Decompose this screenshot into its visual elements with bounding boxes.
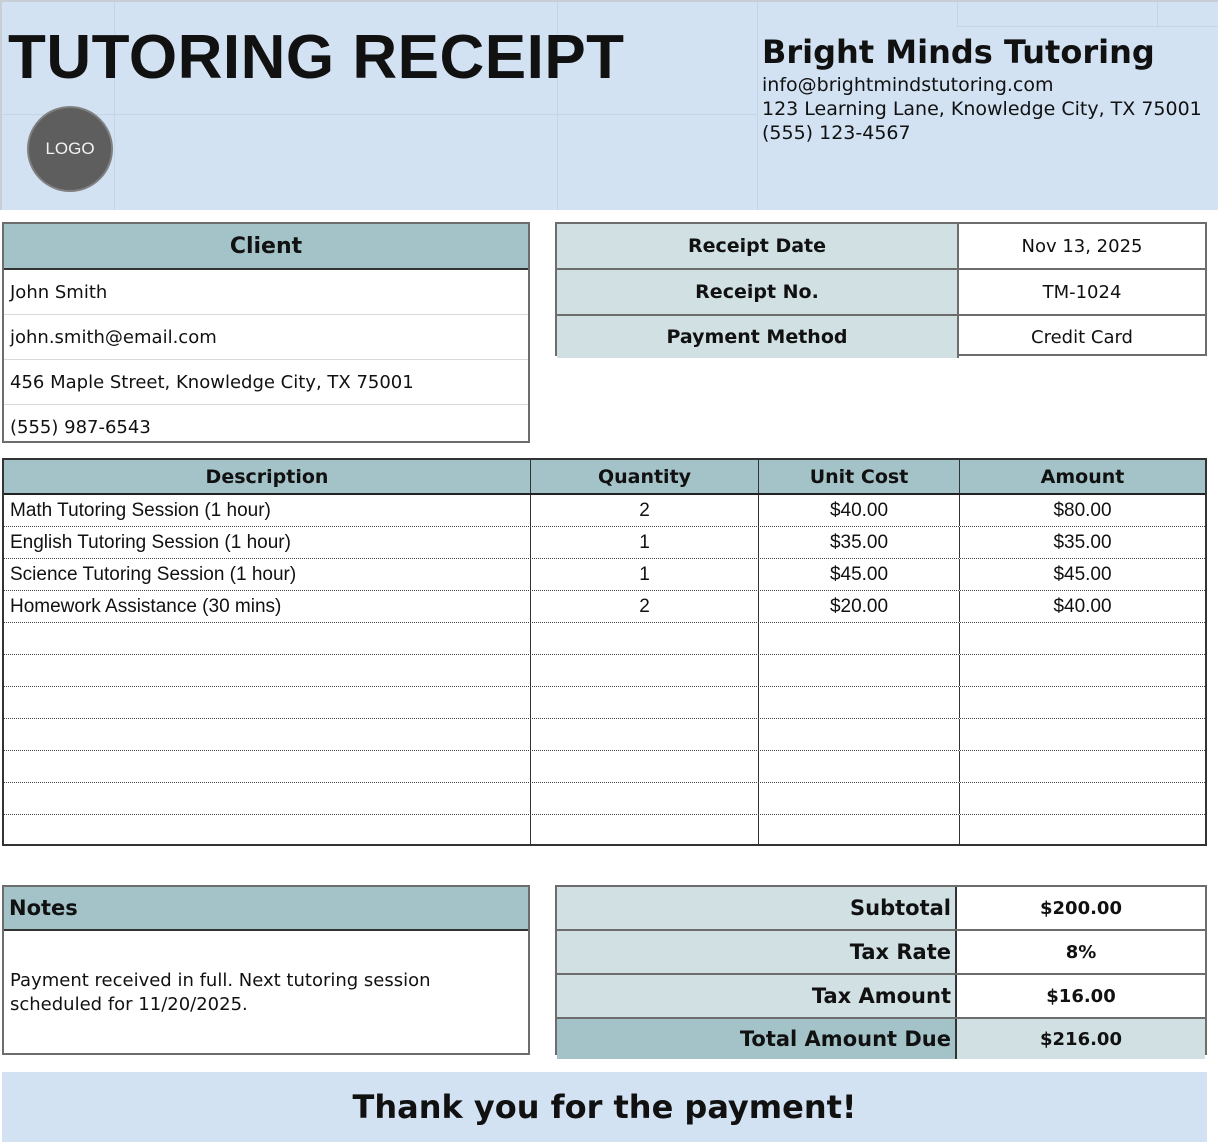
item-description: [4, 623, 531, 654]
item-amount: [960, 815, 1205, 846]
item-quantity: 2: [531, 591, 759, 622]
column-header-description: Description: [4, 460, 531, 493]
column-header-unit-cost: Unit Cost: [759, 460, 960, 493]
item-quantity: 1: [531, 527, 759, 558]
thank-you-message: Thank you for the payment!: [2, 1072, 1207, 1142]
item-quantity: [531, 751, 759, 782]
item-amount: [960, 783, 1205, 814]
receipt-number-value: TM-1024: [1042, 281, 1122, 303]
item-amount: $35.00: [1053, 531, 1112, 553]
item-unit-cost: $35.00: [759, 527, 960, 558]
receipt-number-row: [557, 270, 1205, 316]
item-quantity: [531, 623, 759, 654]
notes-heading: Notes: [4, 887, 528, 931]
notes-text: Payment received in full. Next tutoring session scheduled for 11/20/2025.: [10, 970, 431, 1015]
sheet-gridline: [1157, 2, 1158, 26]
receipt-date-label: Receipt Date: [557, 224, 959, 268]
notes-box: [2, 885, 530, 1055]
subtotal-label: Subtotal: [557, 887, 957, 929]
tax-rate-value: 8%: [1065, 941, 1097, 963]
item-quantity: [531, 815, 759, 846]
item-amount: [960, 655, 1205, 686]
client-address: 456 Maple Street, Knowledge City, TX 75001: [4, 360, 528, 405]
tax-amount-label: Tax Amount: [557, 975, 957, 1017]
column-header-quantity: Quantity: [531, 460, 759, 493]
client-box: [2, 222, 530, 443]
item-unit-cost: [759, 623, 960, 654]
subtotal-row: [557, 887, 1205, 931]
item-quantity: [531, 655, 759, 686]
item-amount: [960, 751, 1205, 782]
item-unit-cost: [759, 783, 960, 814]
tax-amount-row: [557, 975, 1205, 1019]
item-description: Science Tutoring Session (1 hour): [4, 559, 531, 590]
table-row: [4, 623, 1205, 655]
table-row: [4, 815, 1205, 846]
table-row: [4, 559, 1205, 591]
item-unit-cost: [759, 687, 960, 718]
receipt-number-label: Receipt No.: [557, 270, 959, 314]
item-amount: [960, 719, 1205, 750]
item-unit-cost: [759, 655, 960, 686]
company-phone: (555) 123-4567: [762, 122, 911, 144]
sheet-gridline: [2, 114, 757, 115]
item-unit-cost: [759, 815, 960, 846]
line-items-table: [2, 458, 1207, 846]
item-description: [4, 719, 531, 750]
table-row: [4, 655, 1205, 687]
item-amount: $80.00: [1053, 499, 1112, 521]
receipt-date-value: Nov 13, 2025: [1021, 235, 1143, 257]
logo-placeholder: LOGO: [27, 106, 113, 192]
subtotal-value: $200.00: [1040, 897, 1122, 919]
total-due-value: $216.00: [957, 1019, 1205, 1059]
item-description: [4, 815, 531, 846]
totals-table: [555, 885, 1207, 1055]
item-description: [4, 783, 531, 814]
client-email: john.smith@email.com: [4, 315, 528, 360]
table-row: [4, 687, 1205, 719]
table-row: [4, 719, 1205, 751]
item-amount: [960, 623, 1205, 654]
item-quantity: 2: [531, 495, 759, 526]
tax-amount-value: $16.00: [1046, 985, 1116, 1007]
receipt-date-row: [557, 224, 1205, 270]
item-description: English Tutoring Session (1 hour): [4, 527, 531, 558]
item-amount: $40.00: [1053, 595, 1112, 617]
table-row: [4, 751, 1205, 783]
item-quantity: [531, 687, 759, 718]
item-quantity: [531, 719, 759, 750]
client-name: John Smith: [4, 270, 528, 315]
item-unit-cost: [759, 719, 960, 750]
item-amount: $45.00: [1053, 563, 1112, 585]
payment-method-row: [557, 316, 1205, 358]
table-row: [4, 527, 1205, 559]
tax-rate-label: Tax Rate: [557, 931, 957, 973]
item-description: [4, 751, 531, 782]
table-header: [4, 460, 1205, 495]
sheet-gridline: [957, 2, 958, 26]
company-address: 123 Learning Lane, Knowledge City, TX 75001: [762, 98, 1202, 120]
company-email: info@brightmindstutoring.com: [762, 74, 1054, 96]
receipt-title: TUTORING RECEIPT: [8, 23, 625, 92]
item-description: [4, 687, 531, 718]
item-unit-cost: $40.00: [759, 495, 960, 526]
total-due-label: Total Amount Due: [557, 1019, 957, 1059]
sheet-gridline: [957, 26, 1218, 27]
item-unit-cost: $45.00: [759, 559, 960, 590]
item-description: Math Tutoring Session (1 hour): [4, 495, 531, 526]
table-row: [4, 783, 1205, 815]
tax-rate-row: [557, 931, 1205, 975]
item-description: [4, 655, 531, 686]
payment-method-value: Credit Card: [1031, 326, 1133, 348]
receipt-info-table: [555, 222, 1207, 356]
table-row: [4, 495, 1205, 527]
column-header-amount: Amount: [1040, 465, 1125, 488]
item-description: Homework Assistance (30 mins): [4, 591, 531, 622]
payment-method-label: Payment Method: [557, 316, 959, 358]
item-quantity: [531, 783, 759, 814]
sheet-gridline: [757, 2, 758, 210]
item-quantity: 1: [531, 559, 759, 590]
client-heading: Client: [4, 224, 528, 270]
company-name: Bright Minds Tutoring: [762, 33, 1155, 71]
table-row: [4, 591, 1205, 623]
total-due-row: [557, 1019, 1205, 1059]
client-phone: (555) 987-6543: [10, 416, 151, 438]
item-unit-cost: [759, 751, 960, 782]
item-amount: [960, 687, 1205, 718]
item-unit-cost: $20.00: [759, 591, 960, 622]
